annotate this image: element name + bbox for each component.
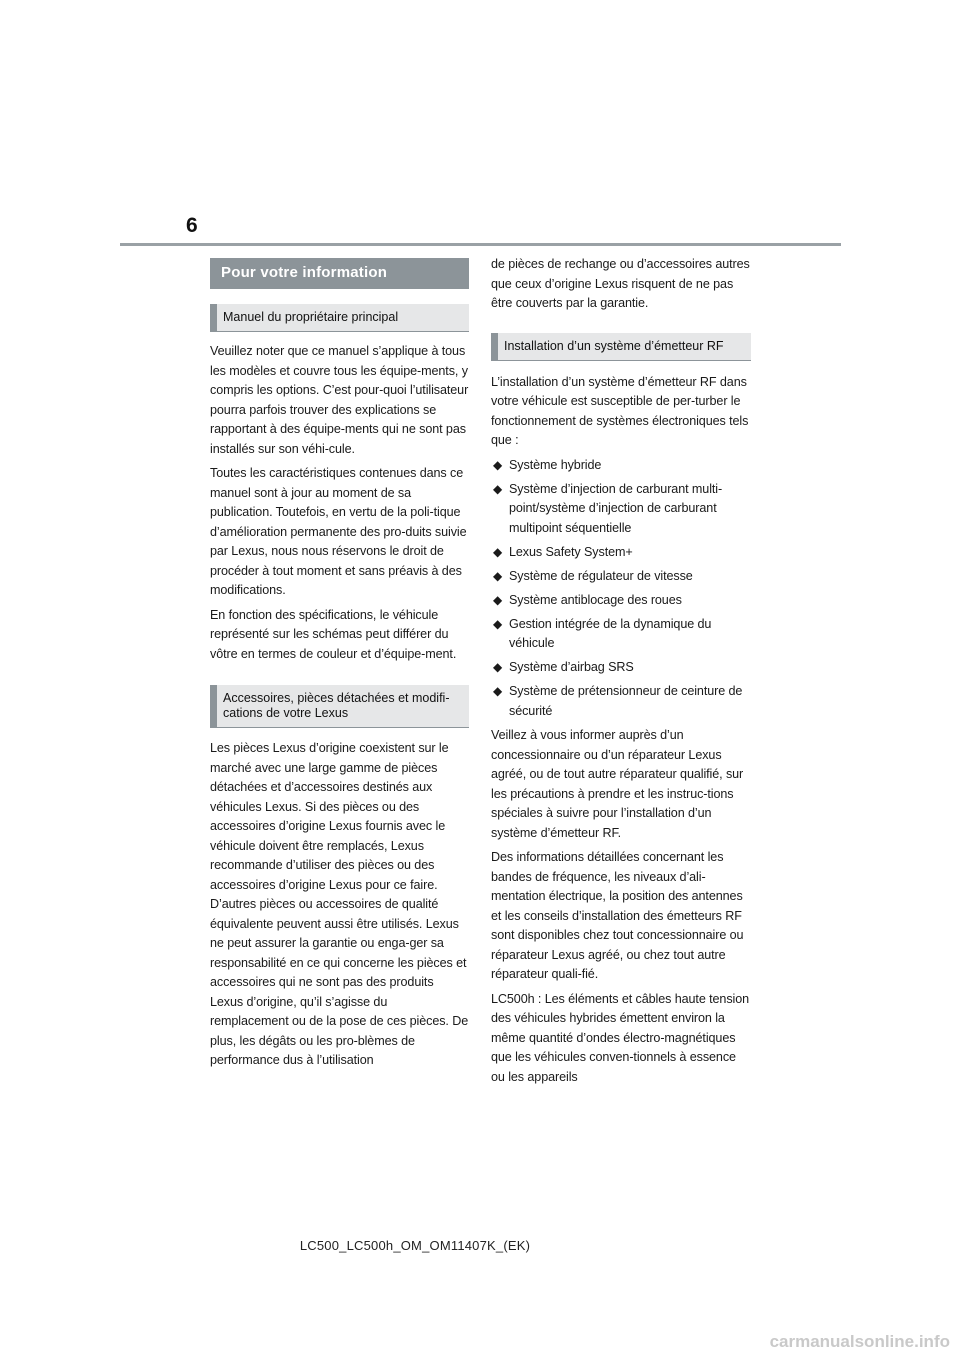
list-item: ◆ Système antiblocage des roues <box>491 591 751 611</box>
diamond-bullet-icon: ◆ <box>493 660 503 674</box>
section-banner: Pour votre information <box>210 258 469 289</box>
subheading-rf-transmitter: Installation d’un système d’émetteur RF <box>491 333 751 361</box>
diamond-bullet-icon: ◆ <box>493 684 503 698</box>
list-item: ◆ Système d’airbag SRS <box>491 658 751 678</box>
top-rule <box>120 243 841 246</box>
diamond-bullet-icon: ◆ <box>493 616 503 631</box>
paragraph: Veillez à vous informer auprès d’un concessionnaire ou d’un réparateur Lexus agréé, ou de tout autre réparateur qualifié, sur les précautions à prendre et les instruc-tions spéciales à suivre pour l’installation d’un système d’émetteur RF. <box>491 728 744 840</box>
bullet-list <box>491 456 751 722</box>
list-item: ◆ Système de régulateur de vitesse <box>491 567 751 587</box>
paragraph: LC500h : Les éléments et câbles haute tension des véhicules hybrides émettent environ la même quantité d’ondes électro-magnétiques que les véhicules conven-tionnels à essence ou les appareils <box>491 991 750 1084</box>
paragraph: En fonction des spécifications, le véhicule représenté sur les schémas peut différer du vôtre en termes de couleur et d’équipe-ment. <box>210 607 457 661</box>
footer-doc-code: LC500_LC500h_OM_OM11407K_(EK) <box>299 1238 531 1253</box>
right-column <box>491 255 751 1092</box>
list-item: ◆ Lexus Safety System+ <box>491 543 751 563</box>
diamond-bullet-icon: ◆ <box>493 481 503 496</box>
watermark: carmanualsonline.info <box>769 1332 950 1351</box>
paragraph-intro: L’installation d’un système d’émetteur RF dans votre véhicule est susceptible de per-turber le fonctionnement de systèmes électroniques tels que : <box>491 374 749 447</box>
diamond-bullet-icon: ◆ <box>493 568 503 583</box>
page-number: 6 <box>186 214 198 237</box>
paragraph-continued: de pièces de rechange ou d’accessoires autres que ceux d’origine Lexus risquent de ne pas être couverts par la garantie. <box>491 257 750 310</box>
paragraph: Les pièces Lexus d’origine coexistent sur le marché avec une large gamme de pièces détachées et d’accessoires destinés aux véhicules Lexus. Si des pièces ou des accessoires d’origine Lexus fournis avec le véhicule doivent être remplacés, Lexus recommande d’utiliser des pièces ou des accessoires d’origine Lexus pour ce faire. D’autres pièces ou accessoires de qualité équivalente peuvent aussi être utilisés. Lexus ne peut assurer la garantie ou enga-ger sa responsabilité en ce qui concerne les pièces et accessoires qui ne sont pas des produits Lexus d’origine, qu’il s’agisse du remplacement ou de la pose de ces pièces. De plus, les dégâts ou les pro-blèmes de performance dus à l’utilisation <box>210 741 469 1067</box>
list-item: ◆ Système hybride <box>491 456 751 476</box>
subheading-accessories: Accessoires, pièces détachées et modifi-cations de votre Lexus <box>210 685 469 728</box>
list-item: ◆ Système d’injection de carburant multi-point/système d’injection de carburant multipoint séquentielle <box>493 481 723 535</box>
paragraph: Toutes les caractéristiques contenues dans ce manuel sont à jour au moment de sa publication. Toutefois, en vertu de la poli-tique d’amélioration permanente des pro-duits suivie par Lexus, nous nous réservons le droit de procéder à tout moment et sans préavis à des modifications. <box>210 466 467 597</box>
subheading-manual: Manuel du propriétaire principal <box>210 304 469 332</box>
diamond-bullet-icon: ◆ <box>493 544 503 559</box>
left-column <box>210 258 469 1076</box>
diamond-bullet-icon: ◆ <box>493 592 503 607</box>
paragraph: Veuillez noter que ce manuel s’applique à tous les modèles et couvre tous les équipe-ments, y compris les options. C’est pour-quoi l’utilisateur pourra parfois trouver des explications se rapportant à des équipe-ments qui ne sont pas installés sur son véhi-cule. <box>210 344 469 456</box>
diamond-bullet-icon: ◆ <box>493 457 503 472</box>
list-item: ◆ Gestion intégrée de la dynamique du véhicule <box>493 616 712 650</box>
list-item: ◆ Système de prétensionneur de ceinture de sécurité <box>493 684 743 718</box>
paragraph: Des informations détaillées concernant les bandes de fréquence, les niveaux d’ali-mentation électrique, la position des antennes et les conseils d’installation des émetteurs RF sont disponibles chez tout concessionnaire ou réparateur Lexus agréé, ou chez tout autre réparateur quali-fié. <box>491 850 744 981</box>
